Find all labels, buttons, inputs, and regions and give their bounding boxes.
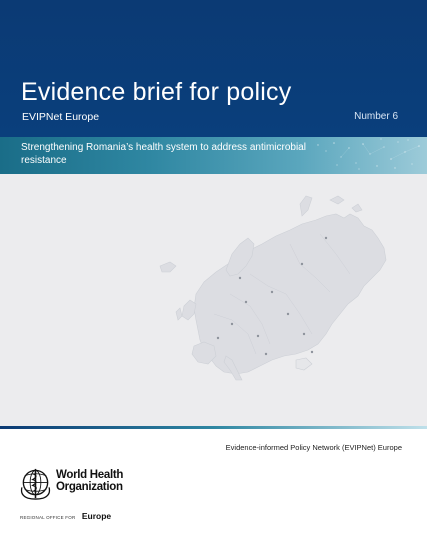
- region-label: REGIONAL OFFICE FOR: [20, 515, 76, 520]
- network-name: Evidence-informed Policy Network (EVIPNet) Europe: [225, 443, 402, 452]
- who-name-line2: Organization: [56, 481, 123, 493]
- eurasia-map-graphic: [0, 174, 427, 426]
- who-wordmark: [56, 469, 123, 493]
- topic-band: [0, 137, 427, 174]
- issue-number: Number 6: [354, 111, 398, 122]
- region-name: Europe: [81, 511, 112, 521]
- europe-map: [0, 174, 427, 426]
- who-name-line1: World Health: [56, 469, 124, 481]
- divider-line: [0, 426, 427, 429]
- who-logo: [18, 466, 158, 521]
- brief-topic: Strengthening Romania’s health system to address antimicrobial resistance: [21, 142, 306, 166]
- header-banner: [0, 0, 427, 137]
- who-region: [20, 506, 111, 524]
- series-name: EVIPNet Europe: [22, 111, 100, 123]
- who-emblem-icon: [18, 466, 53, 501]
- page-title: Evidence brief for policy: [21, 78, 292, 106]
